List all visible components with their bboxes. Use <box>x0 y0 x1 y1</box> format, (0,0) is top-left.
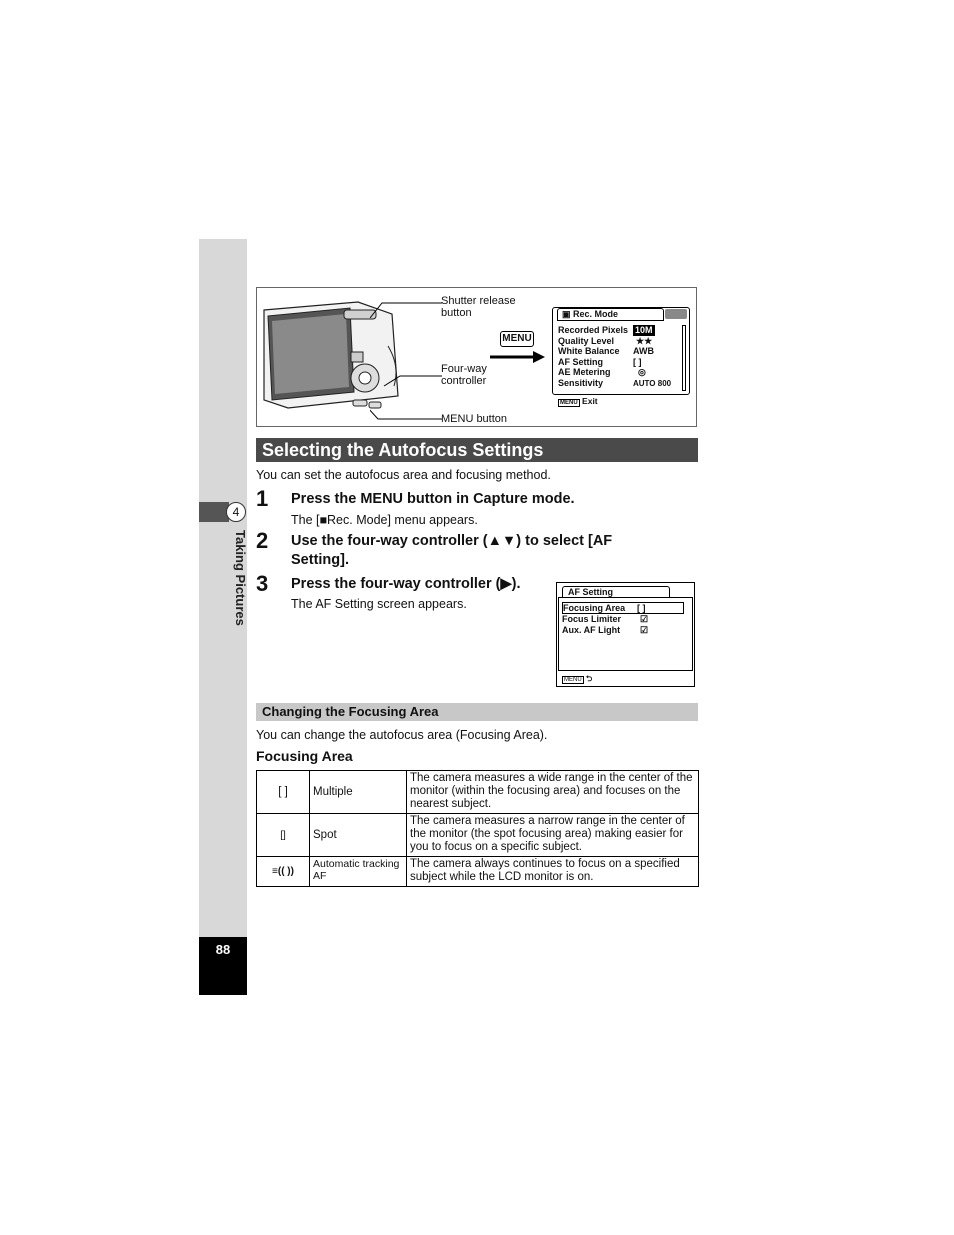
rec-row: Quality Level ★★ <box>558 335 653 346</box>
tracking-icon: ≡(( )) <box>257 857 310 887</box>
mode-description: The camera measures a narrow range in the center of the monitor (the spot focusing area) making easier for you to focus on a specific subject. <box>407 814 699 857</box>
step-3-note: The AF Setting screen appears. <box>291 597 467 611</box>
shutter-callout: Shutter release button <box>441 295 516 319</box>
exit-label: Exit <box>582 396 598 406</box>
rec-footer <box>558 396 598 406</box>
mode-description: The camera always continues to focus on a specified subject while the LCD monitor is on. <box>407 857 699 887</box>
mode-description: The camera measures a wide range in the center of the monitor (within the focusing area) and focuses on the nearest subject. <box>407 771 699 814</box>
af-list <box>558 597 693 671</box>
spot-icon: [] <box>257 814 310 857</box>
af-footer <box>562 673 592 687</box>
table-row <box>257 814 699 857</box>
menu-key-icon: MENU <box>560 400 578 406</box>
back-arrow-icon: ⮌ <box>585 674 593 683</box>
scrollbar <box>682 325 686 391</box>
table-row <box>257 857 699 887</box>
rec-row: Sensitivity AUTO 800 <box>558 377 672 388</box>
step-2-text: Use the four-way controller (▲▼) to select [AF Setting]. <box>291 533 613 568</box>
af-setting-screen <box>556 582 695 687</box>
mode-name: Automatic tracking AF <box>310 857 407 887</box>
subsection-title: Changing the Focusing Area <box>256 703 698 721</box>
intro-text: You can set the autofocus area and focusing method. <box>256 468 551 482</box>
menu-key-icon: MENU <box>564 677 582 683</box>
rec-tab-label: Rec. Mode <box>573 309 619 319</box>
setup-tab <box>665 309 687 319</box>
chapter-label-container <box>233 530 258 640</box>
sub-intro-text: You can change the autofocus area (Focusing Area). <box>256 728 548 742</box>
rec-row: Recorded Pixels 10M <box>558 325 653 335</box>
af-row: Aux. AF Light ☑ <box>562 625 649 635</box>
four-way-callout: Four-way controller <box>441 363 487 387</box>
rec-tab <box>557 308 664 321</box>
rec-rows <box>558 325 676 388</box>
rec-row: AF Setting [ ] <box>558 356 642 367</box>
page-number: 88 <box>215 942 231 957</box>
chapter-band <box>199 502 229 522</box>
step-2-number: 2 <box>256 528 269 553</box>
af-row: Focus Limiter ☑ <box>562 614 649 624</box>
arrow-right-icon <box>489 350 547 364</box>
focusing-area-table <box>256 770 699 887</box>
rec-row: AE Metering ◎ <box>558 367 646 377</box>
rec-mode-screen <box>552 307 690 406</box>
step-3-number: 3 <box>256 571 269 596</box>
af-row-selected: Focusing Area [ ] <box>562 602 684 614</box>
table-row <box>257 771 699 814</box>
step-1-note: The [■Rec. Mode] menu appears. <box>291 513 478 527</box>
chapter-label: Taking Pictures <box>233 530 248 626</box>
chapter-number: 4 <box>226 502 246 522</box>
af-tab: AF Setting <box>562 586 670 598</box>
step-3-text: Press the four-way controller (▶). <box>291 576 521 592</box>
mode-name: Multiple <box>310 771 407 814</box>
camera-icon: ▣ <box>562 309 571 319</box>
multiple-icon: [ ] <box>257 771 310 814</box>
mode-name: Spot <box>310 814 407 857</box>
menu-callout: MENU button <box>441 413 508 425</box>
step-1-text: Press the MENU button in Capture mode. <box>291 491 575 507</box>
callout-lines <box>370 296 445 424</box>
menu-button-icon: MENU <box>500 331 534 347</box>
table-heading: Focusing Area <box>256 748 353 764</box>
step-1-number: 1 <box>256 486 269 511</box>
section-title: Selecting the Autofocus Settings <box>256 438 698 462</box>
rec-row: White Balance AWB <box>558 346 654 356</box>
